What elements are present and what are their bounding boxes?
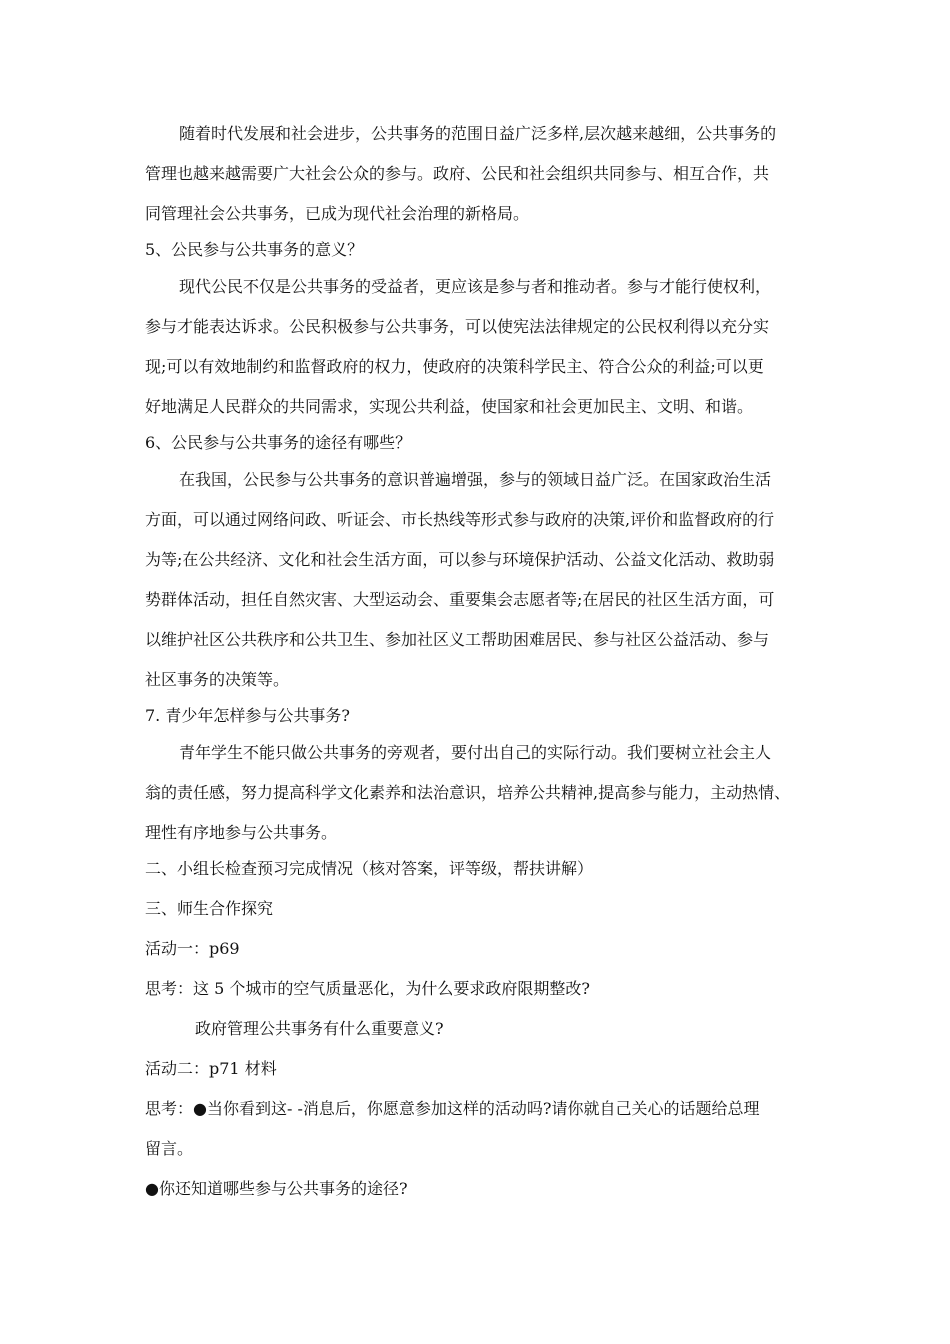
paragraph-youth [145, 741, 825, 845]
text-line: 在我国，公民参与公共事务的意识普遍增强，参与的领域日益广泛。在国家政治生活 [179, 470, 772, 489]
question-heading-7: 7. 青少年怎样参与公共事务? [145, 706, 350, 725]
text-line: 同管理社会公共事务，已成为现代社会治理的新格局。 [145, 204, 530, 223]
text-line: 现;可以有效地制约和监督政府的权力，使政府的决策科学民主、符合公众的利益;可以更 [145, 357, 764, 376]
activity-2-label: 活动二：p71 材料 [145, 1059, 277, 1078]
question-heading-6: 6、公民参与公共事务的途径有哪些？ [145, 433, 412, 452]
section-heading-3: 三、师生合作探究 [145, 899, 274, 918]
text-line: 为等;在公共经济、文化和社会生活方面，可以参与环境保护活动、公益文化活动、救助弱 [145, 550, 775, 569]
text-line: 好地满足人民群众的共同需求，实现公共利益，使国家和社会更加民主、文明、和谐。 [145, 397, 754, 416]
section-heading-2: 二、小组长检查预习完成情况（核对答案，评等级，帮扶讲解） [145, 859, 594, 878]
document-body [145, 122, 825, 1201]
text-line: 翁的责任感，努力提高科学文化素养和法治意识，培养公共精神,提高参与能力，主动热情、 [145, 783, 791, 802]
text-line: 参与才能表达诉求。公民积极参与公共事务，可以使宪法法律规定的公民权利得以充分实 [145, 317, 770, 336]
activity-1-label: 活动一：p69 [145, 939, 240, 958]
paragraph-governance [145, 122, 825, 226]
text-line: 方面，可以通过网络问政、听证会、市长热线等形式参与政府的决策,评价和监督政府的行 [145, 510, 775, 529]
text-line: 现代公民不仅是公共事务的受益者，更应该是参与者和推动者。参与才能行使权利， [179, 277, 772, 296]
text-line: 社区事务的决策等。 [145, 670, 290, 689]
text-line: 管理也越来越需要广大社会公众的参与。政府、公民和社会组织共同参与、相互合作，共 [145, 164, 770, 183]
think-question-2: 思考：●当你看到这- -消息后，你愿意参加这样的活动吗?请你就自己关心的话题给总理 [145, 1099, 760, 1118]
text-line: 以维护社区公共秩序和公共卫生、参加社区义工帮助困难居民、参与社区公益活动、参与 [145, 630, 770, 649]
text-line: 随着时代发展和社会进步，公共事务的范围日益广泛多样,层次越来越细，公共事务的 [179, 124, 777, 143]
think-question-3: ●你还知道哪些参与公共事务的途径? [145, 1179, 408, 1198]
question-heading-5: 5、公民参与公共事务的意义？ [145, 240, 364, 259]
text-line: 势群体活动，担任自然灾害、大型运动会、重要集会志愿者等;在居民的社区生活方面，可 [145, 590, 775, 609]
think-question-1: 思考：这 5 个城市的空气质量恶化，为什么要求政府限期整改? [145, 979, 590, 998]
text-line: 青年学生不能只做公共事务的旁观者，要付出自己的实际行动。我们要树立社会主人 [179, 743, 772, 762]
think-question-1b: 政府管理公共事务有什么重要意义? [195, 1019, 444, 1038]
think-question-2b: 留言。 [145, 1139, 194, 1158]
paragraph-significance [145, 275, 825, 419]
paragraph-channels [145, 468, 825, 692]
text-line: 理性有序地参与公共事务。 [145, 823, 338, 842]
